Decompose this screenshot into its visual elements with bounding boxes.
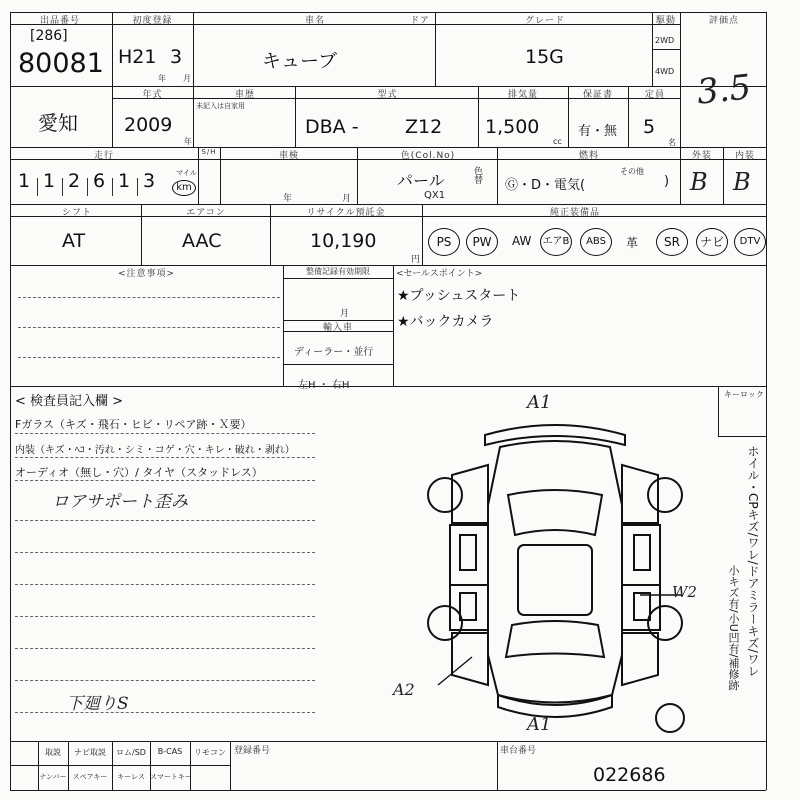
sales-label: <セールスポイント> [396,269,483,279]
hand-note-2: 下廻りS [66,694,129,714]
sales-point-2: ★バックカメラ [397,314,494,330]
mark-rear: A1 [527,714,552,735]
history-label: 車歴 [234,90,255,100]
mileage-unit: km [172,180,196,196]
frame-label: 車台番号 [500,746,537,756]
drive-label: 駆動 [655,16,676,26]
reg-month: 3 [170,46,183,68]
mileage-digit: 2 [68,170,81,192]
mileage-separator [112,178,113,196]
import-choice: ディーラー・並行 [294,347,374,358]
steering: 左H ・ 右H [298,380,350,391]
mark-right: W2 [672,583,697,601]
int-score: B [733,168,751,196]
grid-line [680,12,681,204]
grid-line [393,265,394,386]
score-hand: 3.5 [695,67,754,113]
reg-year-unit: 年 [158,74,166,83]
inspection-label: 車検 [278,151,299,161]
equipment-item: PW [466,228,498,256]
equipment-item: PS [428,228,460,256]
sh-label: S/H [201,148,217,156]
regnum-label: 登録番号 [234,746,271,756]
fuel-label: 燃料 [578,151,599,161]
grade-label: グレード [524,16,565,26]
color-change: 色替 [472,166,482,184]
displacement: 1,500 [485,116,540,138]
model-code: Z12 [405,116,443,138]
drive-2wd: 2WD [655,36,675,45]
grid-line [766,12,767,790]
inspect-line-2: 内装（キズ・ﾍｺ・汚れ・シミ・コゲ・穴・キレ・破れ・剥れ） [15,445,295,456]
inspection-month: 月 [342,194,352,204]
grid-line [270,204,271,265]
equipment-label: 純正装備品 [549,208,600,218]
bottom-item-top: ナビ取説 [74,748,106,757]
inspector-label: < 検査員記入欄 > [15,394,124,409]
car-label: 車名 [304,16,325,26]
mark-front: A1 [527,392,552,413]
bottom-item-top: 取説 [45,748,61,757]
mileage-separator [37,178,38,196]
model-label: 型式 [377,90,398,100]
seats: 5 [643,116,656,138]
lot-number: 80081 [18,48,104,79]
mileage-separator [87,178,88,196]
aircon-label: エアコン [186,208,226,218]
inspect-dash [15,457,315,458]
grid-line [283,278,393,279]
grid-line [10,790,766,791]
score-label: 評価点 [708,16,739,26]
grid-line [628,86,629,147]
equipment-item: 革 [626,236,639,250]
color-name: パール [397,171,445,190]
warranty: 有・無 [578,124,618,139]
lot-sub: [286] [30,28,68,44]
inspect-dash [15,680,315,681]
inspect-dash [15,712,315,713]
drive-4wd: 4WD [655,67,675,76]
grid-line [10,12,11,790]
reg-month-unit: 月 [183,74,191,83]
inspect-dash [15,520,315,521]
region: 愛知 [38,111,78,135]
car-diagram [390,395,720,740]
recycle-label: リサイクル預託金 [306,208,386,218]
ext-score: B [690,168,708,196]
bottom-item-top: リモコン [194,748,226,757]
mileage-label: 走行 [93,151,114,161]
recycle-unit: 円 [411,255,421,265]
grid-line [230,741,231,790]
notes-dash [18,327,280,328]
reg-label: 初度登録 [132,16,173,26]
seats-unit: 名 [668,138,676,147]
history-note: 未記入は自家用 [196,102,245,110]
grid-line [568,86,569,147]
grid-line [10,765,230,766]
mileage-digit: 1 [43,170,56,192]
inspect-dash [15,616,315,617]
rec-month: 月 [340,309,350,319]
grid-line [652,49,680,50]
grid-line [357,147,358,204]
hand-note-1: ロアサポート歪み [52,492,188,512]
grid-line [220,147,221,204]
mileage-digit: 1 [18,170,31,192]
color-code: QX1 [424,190,446,201]
equipment-item: DTV [734,228,766,256]
grid-line [10,386,766,387]
mileage-digit: 1 [118,170,131,192]
side-legend-1: ホイル・CPキズ/ワレ/ドアミラーキズ/ワレ [746,445,760,677]
inspect-dash [15,480,315,481]
bottom-item-bottom: キーレス [117,773,145,781]
equipment-item: SR [656,228,688,256]
car-name: キューブ [262,50,338,72]
grid-line [283,364,393,365]
displacement-unit: cc [553,137,562,146]
displacement-label: 排気量 [507,90,538,100]
reg-era: H21 [118,46,157,68]
side-legend-2: 小キズ有/小U凹有/補修跡 [727,565,740,691]
grid-line [141,204,142,265]
grid-line [497,147,498,204]
recycle: 10,190 [310,230,377,252]
frame-number: 022686 [593,764,666,786]
inspect-dash [15,433,315,434]
fuel-close: ) [664,174,670,189]
bottom-item-bottom: スペアキー [72,773,108,781]
equipment-item: エアB [540,228,572,256]
equipment-item: ナビ [696,228,728,256]
ext-label: 外装 [691,151,712,161]
rec-period-label: 整備記録有効期限 [306,267,370,276]
notes-dash [18,357,280,358]
bottom-item-top: B-CAS [157,747,183,756]
grade: 15G [525,46,564,68]
int-label: 内装 [734,151,755,161]
bottom-item-top: ロム/SD [116,748,146,757]
inspect-dash [15,552,315,553]
aircon: AAC [182,230,222,252]
import-label: 輸入車 [322,323,353,333]
keylock-label: キーロック [724,390,764,399]
bottom-item-bottom: ナンバー [39,773,67,781]
year-label: 年式 [142,90,163,100]
mileage-digit: 6 [93,170,106,192]
year-unit: 年 [184,137,192,146]
grid-line [10,741,766,742]
grid-line [112,12,113,147]
mark-left: A2 [393,680,415,699]
grid-line [193,86,194,147]
mileage-unit-top: マイル [176,169,197,177]
mileage-separator [62,178,63,196]
model-prefix: DBA - [305,116,359,138]
mileage-digit: 3 [143,170,156,192]
inspect-dash [15,584,315,585]
grid-line [497,741,498,790]
year: 2009 [124,114,173,136]
warranty-label: 保証書 [582,90,613,100]
equipment-item: AW [512,234,532,248]
door-label: ドア [410,16,430,26]
grid-line [422,204,423,265]
fuel-other: その他 [620,167,644,176]
seats-label: 定員 [644,90,665,100]
grid-line [295,86,296,147]
color-label: 色(Col.No) [400,151,456,161]
equipment-item: ABS [580,228,612,256]
inspection-year: 年 [283,194,293,204]
grid-line [478,86,479,147]
inspect-dash [15,648,315,649]
inspect-line-1: Fガラス（キズ・飛石・ヒビ・リペア跡・Ｘ要） [15,418,252,431]
fuel: Ⓖ・D・電気( [505,178,586,193]
sales-point-1: ★プッシュスタート [397,288,521,304]
shift: AT [62,230,86,252]
grid-line [718,436,766,437]
shift-label: シフト [61,208,92,218]
notes-dash [18,297,280,298]
notes-label: <注意事項> [117,269,176,279]
mileage-separator [137,178,138,196]
bottom-item-bottom: スマートキー [150,773,192,781]
inspect-line-3: オーディオ（無し・穴）/ タイヤ（スタッドレス） [15,466,263,479]
lot-label: 出品番号 [39,16,80,26]
